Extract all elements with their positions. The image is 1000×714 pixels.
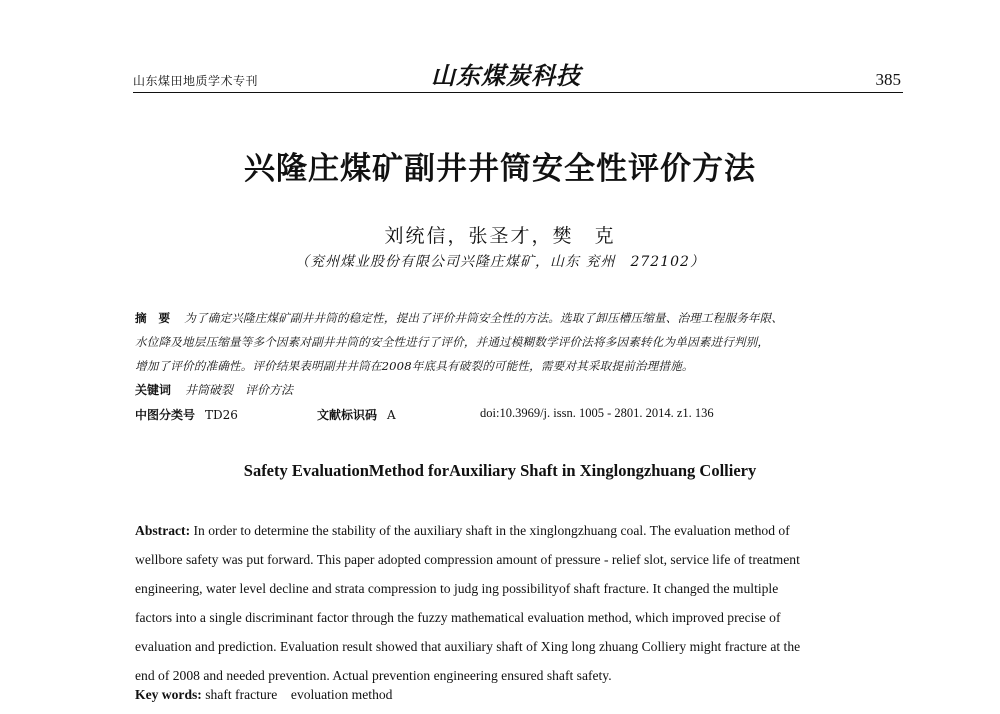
cn-abstract-text: 为了确定兴隆庄煤矿副井井筒的稳定性，提出了评价井筒安全性的方法。选取了卸压槽压缩量、治理工程服务年限、 xyxy=(184,311,784,325)
en-abstract-label: Abstract: xyxy=(135,523,191,538)
author-list: 刘统信，张圣才，樊 克 xyxy=(384,225,616,247)
author-affiliation: （兖州煤业股份有限公司兴隆庄煤矿，山东 兖州 272102） xyxy=(295,254,705,270)
cn-keywords-label: 关键词 xyxy=(135,383,172,397)
chinese-keywords xyxy=(135,381,293,398)
cn-abstract-line xyxy=(135,306,905,330)
en-abstract-line: factors into a single discriminant factor through the fuzzy mathematical evaluation method, which improved precise of xyxy=(135,610,781,625)
page-number: 385 xyxy=(875,70,901,89)
cn-abstract-line: 水位降及地层压缩量等多个因素对副井井筒的安全性进行了评价，并通过模糊数学评价法将多因素转化为单因素进行判别， xyxy=(135,335,770,349)
clc-label: 中图分类号 xyxy=(135,408,196,422)
en-abstract-line xyxy=(135,516,905,545)
document-code-value: A xyxy=(387,408,396,422)
en-abstract-line: end of 2008 and needed prevention. Actual prevention engineering ensured shaft safety. xyxy=(135,668,612,683)
en-abstract-line: evaluation and prediction. Evaluation result showed that auxiliary shaft of Xing long zhuang Colliery might fracture at the xyxy=(135,639,801,654)
document-code-label: 文献标识码 xyxy=(317,408,378,422)
en-keywords-label: Key words: xyxy=(135,687,202,702)
en-abstract-line: wellbore safety was put forward. This paper adopted compression amount of pressure - relief slot, service life of treatment xyxy=(135,552,800,567)
doi: doi:10.3969/j. issn. 1005 - 2801. 2014. z1. 136 xyxy=(480,406,714,420)
english-abstract xyxy=(135,516,905,690)
en-abstract-line: engineering, water level decline and strata compression to judg ing possibilityof shaft fracture. It changed the multiple xyxy=(135,581,779,596)
english-keywords xyxy=(135,683,392,703)
journal-masthead-logo: 山东煤炭科技 xyxy=(431,61,581,90)
chinese-abstract xyxy=(135,306,905,378)
english-title: Safety EvaluationMethod forAuxiliary Shaft in Xinglongzhuang Colliery xyxy=(243,461,757,480)
clc-number xyxy=(135,406,238,423)
document-code xyxy=(317,406,396,423)
running-header xyxy=(133,60,903,93)
journal-special-issue: 山东煤田地质学术专刊 xyxy=(133,74,259,88)
cn-abstract-line: 增加了评价的准确性。评价结果表明副井井筒在2008年底具有破裂的可能性，需要对其采取提前治理措施。 xyxy=(135,359,694,373)
clc-value: TD26 xyxy=(205,408,238,422)
cn-keywords-text: 井筒破裂 评价方法 xyxy=(185,383,294,397)
paper-title: 兴隆庄煤矿副井井筒安全性评价方法 xyxy=(244,151,756,187)
en-keywords-text: shaft fracture evoluation method xyxy=(205,687,393,702)
cn-abstract-label: 摘 要 xyxy=(135,311,171,325)
en-abstract-text: In order to determine the stability of the auxiliary shaft in the xinglongzhuang coal. The evaluation method of xyxy=(193,523,790,538)
